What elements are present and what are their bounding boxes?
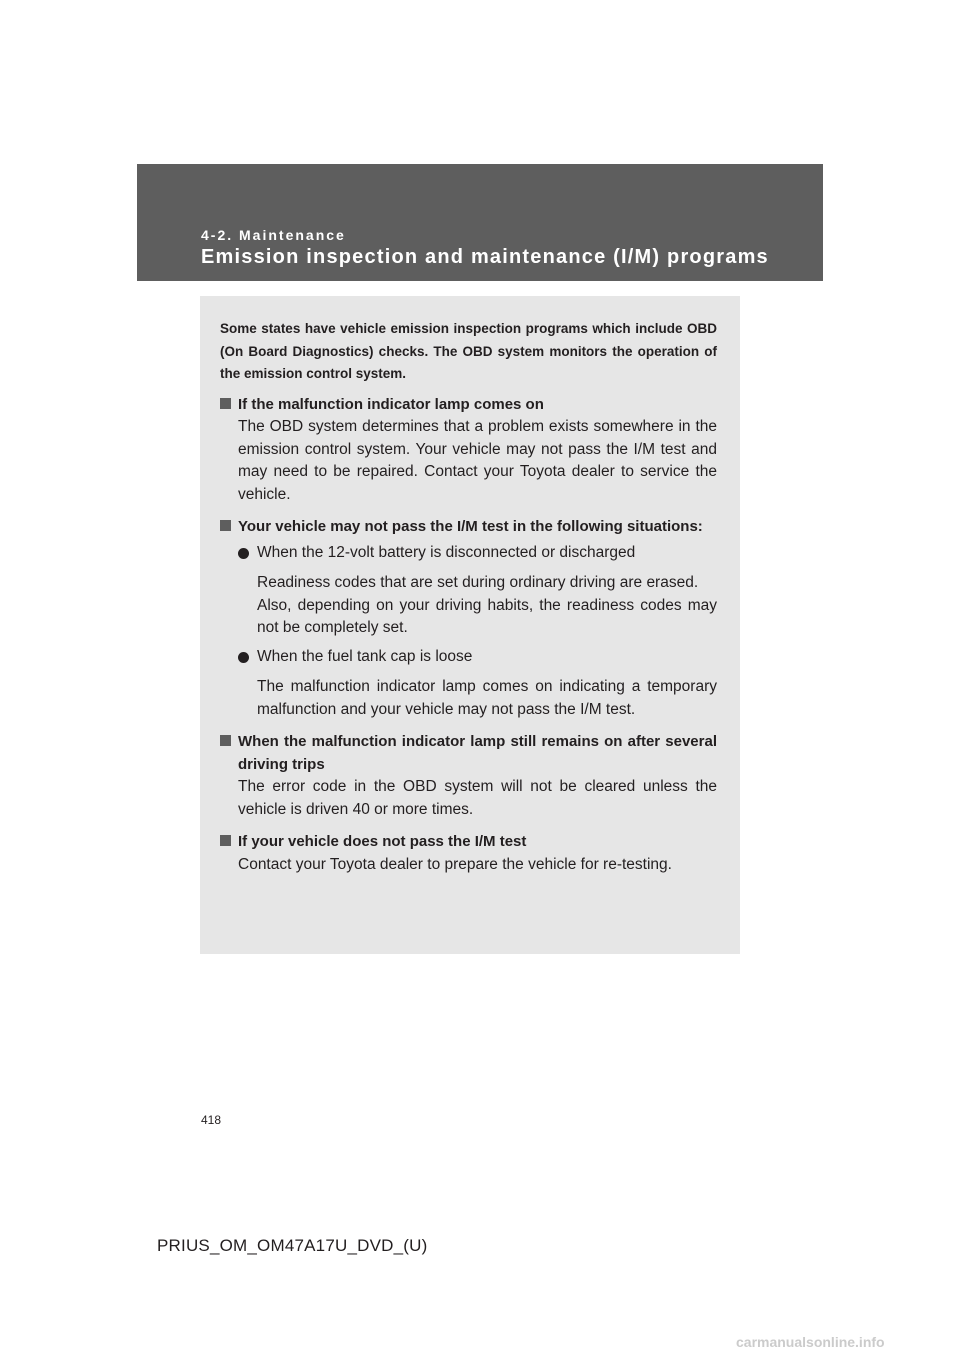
square-bullet-icon [220, 520, 231, 531]
list-item [238, 542, 717, 640]
page-title: Emission inspection and maintenance (I/M) programs [201, 246, 769, 268]
intro-text: Some states have vehicle emission inspection programs which include OBD (On Board Diagnostics) checks. The OBD system monitors the operation of the emission control system. [220, 321, 717, 381]
square-bullet-icon [220, 398, 231, 409]
section-may-not-pass [220, 516, 717, 721]
square-bullet-icon [220, 735, 231, 746]
section-label: 4-2. Maintenance [201, 227, 346, 243]
section-text: The error code in the OBD system will not be cleared unless the vehicle is driven 40 or more times. [238, 778, 717, 818]
bullet-text: Also, depending on your driving habits, the readiness codes may not be completely set. [257, 596, 717, 636]
circle-bullet-icon [238, 652, 249, 663]
bullet-label: When the fuel tank cap is loose [257, 647, 473, 665]
section-does-not-pass [220, 831, 717, 876]
watermark: carmanualsonline.info [736, 1334, 885, 1350]
section-malfunction-lamp [220, 394, 717, 507]
bullet-text: Readiness codes that are set during ordinary driving are erased. [257, 574, 699, 591]
section-title: Your vehicle may not pass the I/M test in the following situations: [238, 518, 703, 535]
section-title: If your vehicle does not pass the I/M test [238, 833, 527, 850]
section-lamp-remains-on [220, 731, 717, 821]
list-item [238, 646, 717, 722]
section-title: If the malfunction indicator lamp comes on [238, 395, 544, 413]
chapter-header [137, 164, 823, 281]
section-text: The OBD system determines that a problem exists somewhere in the emission control system. Your vehicle may not pass the I/M test and may need to be repaired. Contact your Toyota dealer to service the vehicle. [238, 418, 717, 503]
circle-bullet-icon [238, 548, 249, 559]
section-text: Contact your Toyota dealer to prepare the vehicle for re-testing. [238, 855, 672, 873]
square-bullet-icon [220, 835, 231, 846]
section-title: When the malfunction indicator lamp still remains on after several driving trips [238, 733, 717, 773]
content-panel [200, 296, 740, 954]
document-code: PRIUS_OM_OM47A17U_DVD_(U) [157, 1236, 428, 1255]
bullet-label: When the 12-volt battery is disconnected or discharged [257, 543, 636, 561]
bullet-text: The malfunction indicator lamp comes on indicating a temporary malfunction and your vehicle may not pass the I/M test. [257, 678, 717, 718]
page-number: 418 [201, 1113, 222, 1127]
